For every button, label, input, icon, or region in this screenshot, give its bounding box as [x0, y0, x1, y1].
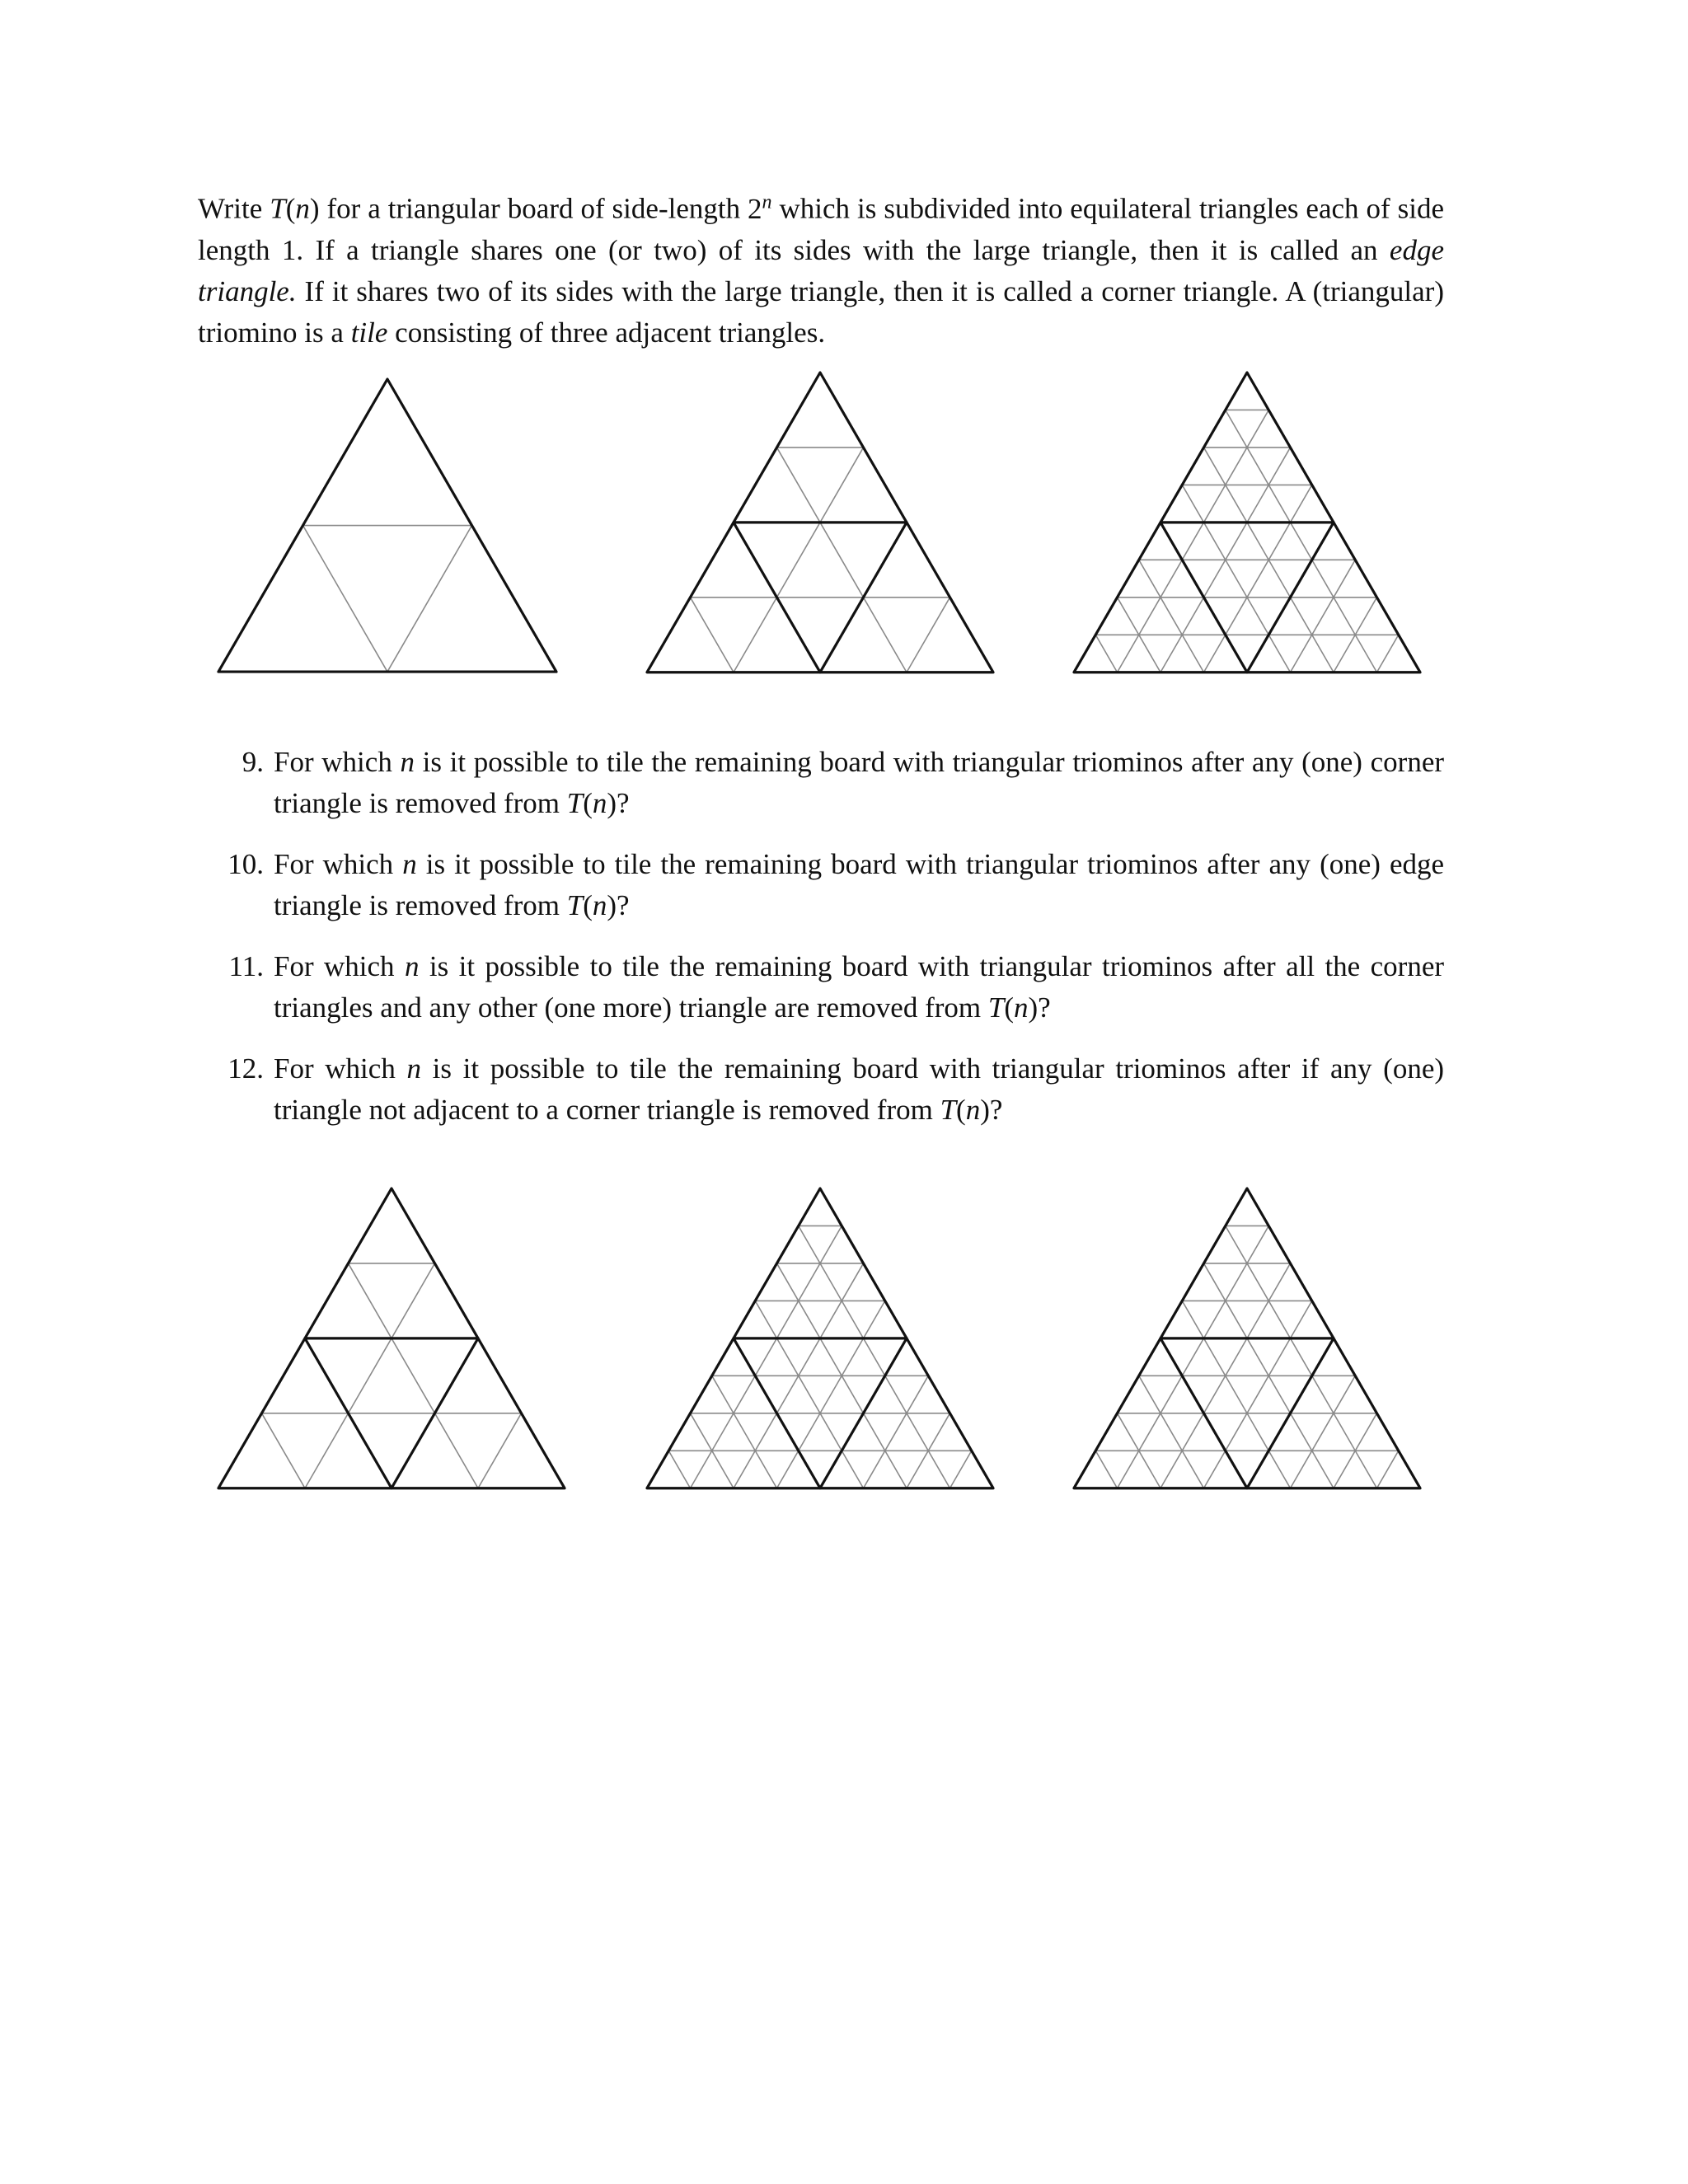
grid-line — [1291, 560, 1356, 672]
grid-line — [1377, 635, 1399, 672]
grid-line — [907, 598, 950, 673]
grid-line — [387, 526, 472, 673]
grid-line — [712, 1376, 777, 1488]
board-4 — [214, 1184, 569, 1496]
grid-line — [1182, 485, 1290, 672]
term-edge-triangle: edge triangle. — [198, 233, 1444, 307]
problem-9: 9. For which n is it possible to tile the remaining board with triangular triominos after any (one) corner triangle is removed from T(n)? — [241, 746, 1445, 819]
grid-line — [950, 1451, 972, 1488]
math-n: n — [295, 192, 310, 225]
grid-line — [1182, 1301, 1290, 1488]
grid-line — [1118, 1226, 1269, 1488]
grid-line — [691, 598, 734, 673]
problem-10: 10. For which n is it possible to tile the remaining board with triangular triominos after any (one) edge triangle is removed from T(n)? — [227, 848, 1445, 921]
grid-line — [864, 1376, 929, 1488]
grid-line — [668, 1451, 690, 1488]
math-power: 2$^n$ — [748, 191, 772, 225]
board-6 — [1070, 1184, 1424, 1496]
grid-line — [1226, 410, 1377, 672]
grid-line — [1139, 560, 1204, 672]
grid-line — [262, 1413, 306, 1488]
board-2 — [643, 368, 997, 680]
board-5 — [643, 1184, 997, 1496]
grid-line — [349, 1263, 479, 1488]
grid-line — [1095, 1451, 1117, 1488]
grid-line — [1139, 1376, 1204, 1488]
problem-12: 12. For which n is it possible to tile the remaining board with triangular triominos after if any (one) triangle not adjacent to a corner triangle is removed from T(n)? — [227, 1052, 1445, 1126]
math-T: T — [270, 192, 286, 225]
board-3 — [1070, 368, 1424, 680]
grid-line — [1377, 1451, 1399, 1488]
grid-line — [691, 1226, 842, 1488]
grid-line — [755, 1301, 863, 1488]
grid-line — [1204, 485, 1312, 672]
problem-11: 11. For which n is it possible to tile the remaining board with triangular triominos after all the corner triangles and any other (one more) triangle are removed from T(n)? — [228, 950, 1445, 1024]
intro-paragraph: Write T(n) for a triangular board of side-length 2$^n$ which is subdivided into equilateral triangles each of side length 1. If a triangle shares one (or two) of its sides with the large triangle, then it is called an edge triangle. If it shares two of its sides with the large triangle, then it is called a corner triangle. A (triangular) triomino is a tile consisting of three adjacent triangles. — [198, 191, 1445, 349]
grid-line — [1095, 635, 1117, 672]
grid-line — [305, 1263, 435, 1488]
grid-line — [1118, 410, 1269, 672]
grid-line — [777, 1301, 885, 1488]
grid-line — [777, 448, 907, 673]
problem-list — [198, 742, 1444, 1151]
grid-line — [1291, 1376, 1356, 1488]
grid-line — [1204, 1301, 1312, 1488]
board-1 — [214, 375, 560, 680]
grid-line — [1226, 1226, 1377, 1488]
grid-line — [303, 526, 388, 673]
term-tile: tile — [350, 316, 388, 349]
grid-line — [799, 1226, 950, 1488]
grid-line — [478, 1413, 522, 1488]
grid-line — [734, 448, 864, 673]
